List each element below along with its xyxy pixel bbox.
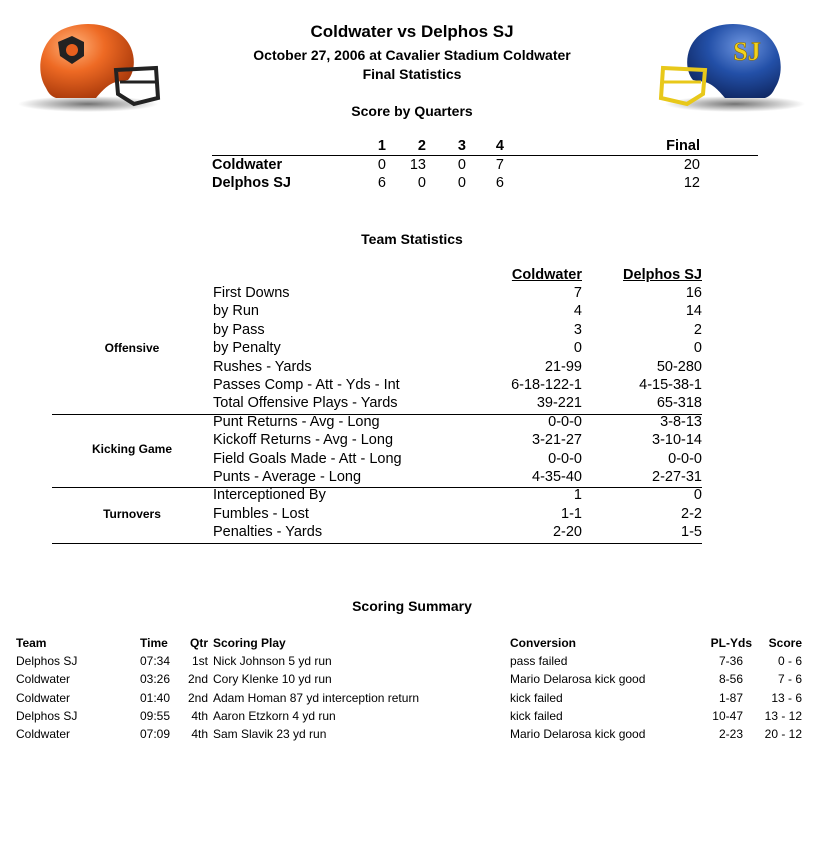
stat-label: Fumbles - Lost: [213, 505, 309, 522]
play-cell: Aaron Etzkorn 4 yd run: [213, 708, 336, 723]
final-score: 12: [683, 175, 700, 191]
stat-label: Rushes - Yards: [213, 358, 312, 375]
stat-group-label: Kicking Game: [91, 442, 173, 457]
conversion-header: Conversion: [510, 636, 577, 650]
away-value: 2: [693, 321, 702, 338]
plyds-cell: 7-36: [718, 654, 743, 668]
qtr-cell: 2nd: [187, 690, 208, 705]
stat-label: Kickoff Returns - Avg - Long: [213, 432, 394, 449]
score-header: Score: [768, 636, 802, 650]
stat-row: [212, 505, 702, 523]
q2-score: 0: [417, 175, 426, 191]
stat-row: [212, 431, 702, 449]
stat-row: [212, 284, 702, 302]
score-cell: 20 - 12: [764, 727, 802, 742]
scoring-row: [0, 652, 824, 670]
q4-score: 6: [495, 175, 504, 191]
time-cell: 01:40: [140, 690, 171, 705]
scoring-row: [0, 725, 824, 743]
home-value: 4-35-40: [532, 469, 582, 485]
conversion-cell: pass failed: [510, 654, 568, 668]
time-header: Time: [140, 636, 168, 650]
time-cell: 07:34: [140, 654, 171, 668]
stat-label: by Pass: [213, 321, 265, 338]
final-score: 20: [683, 157, 700, 173]
qtr-cell: 1st: [191, 654, 208, 668]
team-stats-title: Team Statistics: [361, 231, 463, 247]
team-header: Team: [16, 636, 47, 650]
conversion-cell: kick failed: [510, 690, 563, 705]
qtr-cell: 4th: [191, 727, 208, 742]
stat-row: [212, 302, 702, 320]
score-cell: 0 - 6: [777, 654, 802, 668]
quarters-row-home: [212, 156, 758, 174]
team-name: Coldwater: [212, 157, 283, 173]
conversion-cell: kick failed: [510, 708, 563, 723]
q1-header: 1: [377, 138, 386, 154]
away-value: 65-318: [656, 395, 702, 412]
home-value: 0: [573, 340, 582, 357]
scoring-row: [0, 670, 824, 688]
away-value: 0-0-0: [668, 450, 702, 467]
game-subtitle: October 27, 2006 at Cavalier Stadium Coldwater: [253, 47, 571, 63]
away-value: 0: [693, 487, 702, 504]
final-header: Final: [666, 138, 700, 154]
scoring-row: [0, 689, 824, 707]
plyds-cell: 1-87: [718, 690, 743, 705]
home-value: 0-0-0: [548, 413, 582, 430]
score-cell: 13 - 6: [771, 690, 802, 705]
away-value: 2-27-31: [652, 469, 702, 485]
q4-score: 7: [495, 157, 504, 173]
stat-row: [212, 523, 702, 541]
stat-label: Total Offensive Plays - Yards: [213, 395, 398, 412]
qtr-header: Qtr: [190, 636, 208, 650]
conversion-cell: Mario Delarosa kick good: [510, 672, 646, 687]
home-value: 39-221: [536, 395, 582, 412]
time-cell: 07:09: [140, 727, 171, 742]
page-title: Coldwater vs Delphos SJ: [310, 22, 514, 41]
scoring-header-row: [0, 634, 824, 652]
home-value: 3: [573, 321, 582, 338]
home-value: 0-0-0: [548, 450, 582, 467]
quarters-row-away: [212, 174, 758, 192]
stat-label: Field Goals Made - Att - Long: [213, 450, 402, 467]
q1-score: 6: [377, 175, 386, 191]
home-value: 7: [573, 285, 582, 301]
away-value: 1-5: [681, 524, 702, 541]
stat-row: [212, 339, 702, 357]
stat-row: [212, 450, 702, 468]
play-header: Scoring Play: [213, 636, 286, 650]
qtr-cell: 2nd: [187, 672, 208, 687]
q3-header: 3: [457, 138, 466, 154]
report-title: Final Statistics: [362, 66, 462, 82]
stat-group-label: Offensive: [104, 341, 160, 356]
stat-label: Punts - Average - Long: [213, 469, 362, 485]
q4-header: 4: [495, 138, 504, 154]
stat-label: Punt Returns - Avg - Long: [213, 413, 380, 430]
stat-label: by Run: [213, 303, 259, 320]
q2-score: 13: [409, 157, 426, 173]
q3-score: 0: [457, 175, 466, 191]
plyds-cell: 8-56: [718, 672, 743, 687]
stat-row: [212, 394, 702, 412]
group-divider: [52, 543, 702, 544]
q2-header: 2: [417, 138, 426, 154]
home-column-header: Coldwater: [511, 267, 582, 283]
conversion-cell: Mario Delarosa kick good: [510, 727, 646, 742]
stat-row: [212, 376, 702, 394]
stat-row: [212, 321, 702, 339]
away-value: 3-10-14: [652, 432, 702, 449]
stat-label: Interceptioned By: [213, 487, 326, 504]
orange-helmet-icon: [16, 18, 166, 113]
score-cell: 7 - 6: [777, 672, 802, 687]
home-value: 1: [573, 487, 582, 504]
play-cell: Adam Homan 87 yd interception return: [213, 690, 420, 705]
team-cell: Delphos SJ: [16, 708, 78, 723]
plyds-cell: 10-47: [712, 708, 743, 723]
home-value: 3-21-27: [532, 432, 582, 449]
home-value: 21-99: [544, 358, 582, 375]
home-value: 4: [573, 303, 582, 320]
scoring-summary-title: Scoring Summary: [352, 598, 472, 614]
away-value: 4-15-38-1: [639, 377, 702, 393]
quarters-title: Score by Quarters: [351, 103, 473, 119]
blue-helmet-icon: [655, 18, 805, 113]
stat-row: [212, 486, 702, 504]
stat-row: [212, 468, 702, 486]
score-cell: 13 - 12: [764, 708, 802, 723]
time-cell: 03:26: [140, 672, 171, 687]
stat-label: First Downs: [213, 285, 290, 301]
time-cell: 09:55: [140, 708, 171, 723]
team-cell: Coldwater: [16, 672, 71, 687]
quarters-header-row: [212, 137, 758, 155]
away-value: 50-280: [656, 358, 702, 375]
team-stats-header: [212, 266, 702, 284]
q1-score: 0: [377, 157, 386, 173]
away-value: 14: [685, 303, 702, 320]
team-name: Delphos SJ: [212, 175, 291, 191]
away-value: 2-2: [681, 505, 702, 522]
stat-row: [212, 358, 702, 376]
stat-label: by Penalty: [213, 340, 281, 357]
stat-label: Passes Comp - Att - Yds - Int: [213, 377, 400, 393]
away-column-header: Delphos SJ: [623, 267, 702, 283]
qtr-cell: 4th: [191, 708, 208, 723]
home-value: 6-18-122-1: [511, 377, 582, 393]
away-value: 3-8-13: [660, 413, 702, 430]
stat-row: [212, 413, 702, 431]
away-value: 16: [685, 285, 702, 301]
play-cell: Nick Johnson 5 yd run: [213, 654, 332, 668]
helmet-logo-text: SJ: [733, 37, 761, 66]
home-value: 2-20: [552, 524, 582, 541]
stat-label: Penalties - Yards: [213, 524, 323, 541]
play-cell: Sam Slavik 23 yd run: [213, 727, 327, 742]
play-cell: Cory Klenke 10 yd run: [213, 672, 332, 687]
home-value: 1-1: [561, 505, 582, 522]
team-cell: Delphos SJ: [16, 654, 78, 668]
stat-group-label: Turnovers: [103, 506, 161, 521]
q3-score: 0: [457, 157, 466, 173]
plyds-header: PL-Yds: [710, 636, 752, 650]
scoring-row: [0, 707, 824, 725]
plyds-cell: 2-23: [718, 727, 743, 742]
away-value: 0: [693, 340, 702, 357]
team-cell: Coldwater: [16, 690, 71, 705]
team-cell: Coldwater: [16, 727, 71, 742]
